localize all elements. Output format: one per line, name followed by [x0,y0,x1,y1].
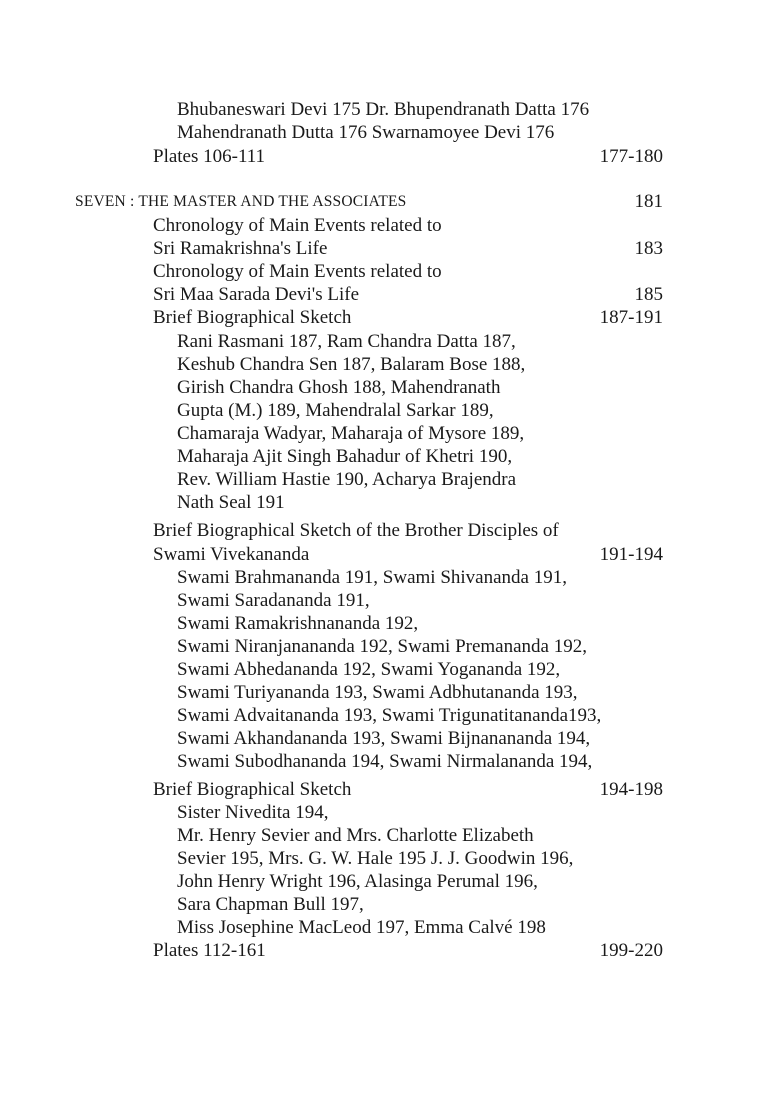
toc-subentry-line: Rani Rasmani 187, Ram Chandra Datta 187, [177,331,516,352]
toc-subentry-line: Swami Abhedananda 192, Swami Yogananda 192, [177,659,561,680]
toc-page-number: 181 [634,191,663,212]
toc-entry-chronology-ramakrishna-cont: Sri Ramakrishna's Life [153,238,328,259]
toc-subentry-line: Swami Advaitananda 193, Swami Trigunatitananda193, [177,705,602,726]
toc-subentry-line: Bhubaneswari Devi 175 Dr. Bhupendranath Datta 176 [177,99,590,120]
toc-subentry-line: Swami Turiyananda 193, Swami Adbhutananda 193, [177,682,578,703]
toc-subentry-line: Rev. William Hastie 190, Acharya Brajendra [177,469,517,490]
toc-subentry-line: Gupta (M.) 189, Mahendralal Sarkar 189, [177,400,494,421]
toc-subentry-line: Mr. Henry Sevier and Mrs. Charlotte Elizabeth [177,825,534,846]
toc-subentry-line: Maharaja Ajit Singh Bahadur of Khetri 190, [177,446,513,467]
toc-subentry-line: Swami Saradananda 191, [177,590,370,611]
toc-entry-sketch-2: Brief Biographical Sketch of the Brother Disciples of [153,520,559,541]
toc-page-number: 177-180 [599,146,663,167]
toc-entry-sketch-2-cont: Swami Vivekananda [153,544,310,565]
toc-subentry-line: Mahendranath Dutta 176 Swarnamoyee Devi 176 [177,122,555,143]
toc-page-number: 185 [634,284,663,305]
toc-page-number: 199-220 [599,940,663,961]
toc-entry-sketch-3: Brief Biographical Sketch [153,779,352,800]
toc-page-number: 194-198 [599,779,663,800]
toc-subentry-line: Swami Niranjanananda 192, Swami Premananda 192, [177,636,587,657]
toc-subentry-line: Swami Akhandananda 193, Swami Bijnanananda 194, [177,728,591,749]
toc-subentry-line: Nath Seal 191 [177,492,285,513]
toc-entry-chronology-sarada-cont: Sri Maa Sarada Devi's Life [153,284,360,305]
toc-entry-chronology-sarada: Chronology of Main Events related to [153,261,442,282]
toc-page-number: 183 [634,238,663,259]
toc-page-number: 187-191 [599,307,663,328]
chapter-heading: SEVEN : THE MASTER AND THE ASSOCIATES [75,193,407,210]
toc-subentry-line: Swami Brahmananda 191, Swami Shivananda 191, [177,567,567,588]
toc-subentry-line: Sara Chapman Bull 197, [177,894,364,915]
toc-subentry-line: Chamaraja Wadyar, Maharaja of Mysore 189, [177,423,525,444]
toc-subentry-line: Miss Josephine MacLeod 197, Emma Calvé 198 [177,917,546,938]
toc-subentry-line: Swami Subodhananda 194, Swami Nirmalananda 194, [177,751,593,772]
toc-entry-plates-112: Plates 112-161 [153,940,266,961]
toc-subentry-line: Sevier 195, Mrs. G. W. Hale 195 J. J. Goodwin 196, [177,848,574,869]
toc-subentry-line: John Henry Wright 196, Alasinga Perumal 196, [177,871,538,892]
toc-entry-plates-106: Plates 106-111 [153,146,266,167]
toc-subentry-line: Keshub Chandra Sen 187, Balaram Bose 188, [177,354,526,375]
toc-subentry-line: Swami Ramakrishnananda 192, [177,613,419,634]
toc-subentry-line: Girish Chandra Ghosh 188, Mahendranath [177,377,501,398]
toc-subentry-line: Sister Nivedita 194, [177,802,329,823]
toc-entry-sketch-1: Brief Biographical Sketch [153,307,352,328]
toc-entry-chronology-ramakrishna: Chronology of Main Events related to [153,215,442,236]
toc-page-number: 191-194 [599,544,663,565]
